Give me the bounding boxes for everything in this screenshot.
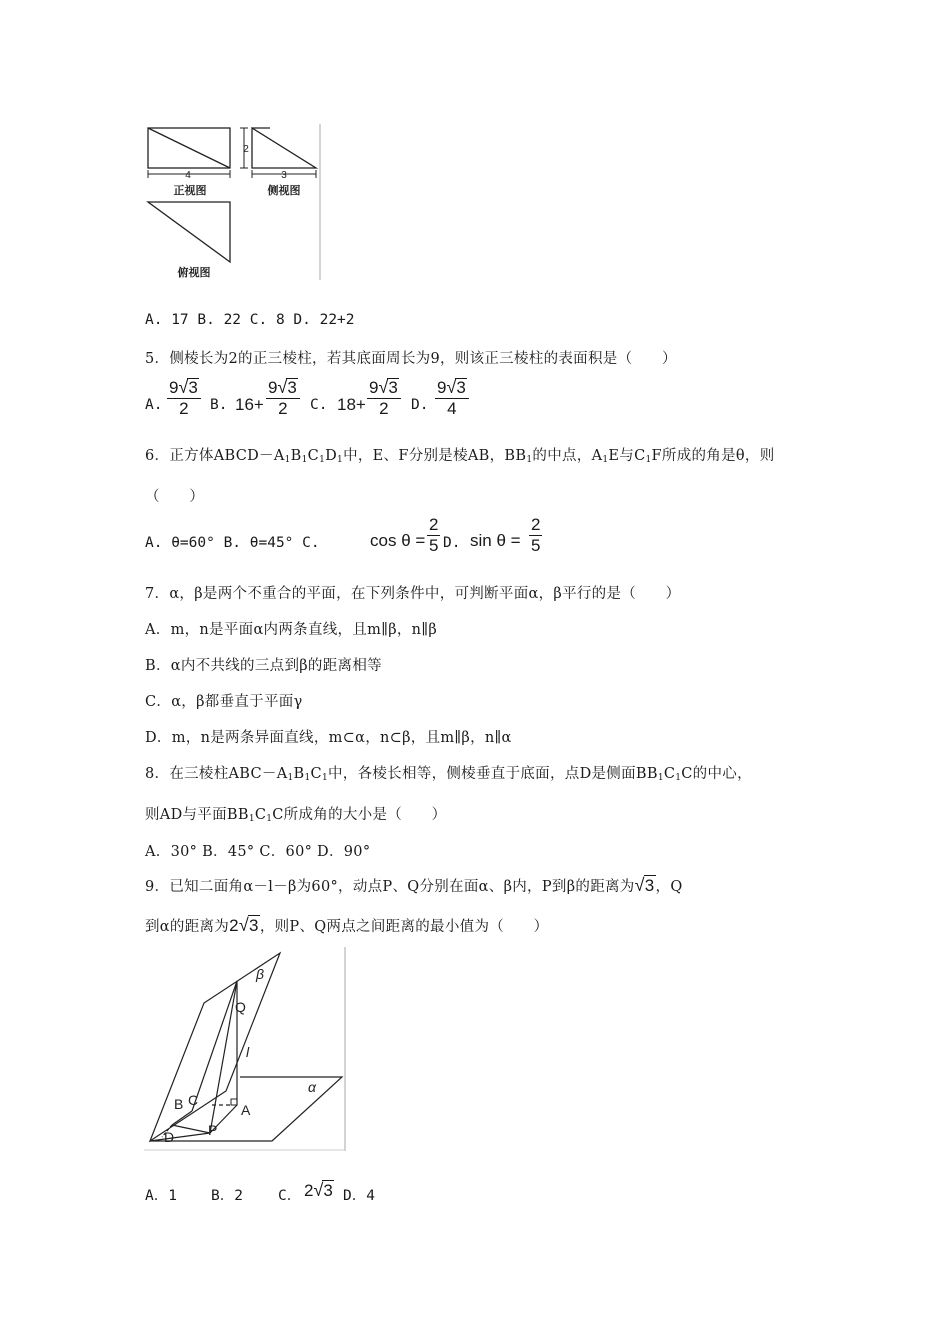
three-view-figure — [140, 122, 325, 282]
q4-options: A. 17 B. 22 C. 8 D. 22+2 — [145, 312, 355, 328]
q5-stem: 5．侧棱长为2的正三棱柱，若其底面周长为9，则该正三棱柱的表面积是（ ） — [145, 351, 677, 367]
q7-option-d: D．m，n是两条异面直线，m⊂α，n⊂β，且m∥β，n∥α — [145, 730, 512, 746]
q6-stem: 6．正方体$ABCD-A_1B_1C_1D_1$中，E、F分别是棱AB，$BB_1$的中点，$A_1E$与$C_1F$所成的角是θ，则 — [145, 448, 775, 465]
side-view-label: 侧视图 — [267, 185, 301, 197]
q6-option-c-frac: 2 5 — [429, 515, 439, 555]
q8-stem: 8．在三棱柱$ABC-A_1B_1C_1$中，各棱长相等，侧棱垂直于底面，点D是侧面$BB_1C_1C$的中心， — [145, 766, 752, 783]
q9-option-a: A．1 — [145, 1188, 177, 1204]
top-view-label: 俯视图 — [177, 267, 211, 279]
q8-stem-line2: 则AD与平面$BB_1C_1C$所成角的大小是（ ） — [145, 807, 447, 824]
q9-stem: 9．已知二面角α－l－β为60°，动点P、Q分别在面α、β内，P到β的距离为√3，Q — [145, 875, 683, 895]
label-alpha: α — [308, 1079, 316, 1095]
q5-option-b-label: B. — [210, 397, 228, 413]
dihedral-figure — [142, 945, 348, 1153]
q7-option-a: A．m，n是平面α内两条直线，且m∥β，n∥β — [145, 622, 437, 638]
q9-stem-line2: 到α的距离为2√3，则P、Q两点之间距离的最小值为（ ） — [145, 915, 549, 935]
q5-option-d-value: 9√3 4 — [435, 378, 469, 418]
q5-option-c-int: 18+ — [337, 395, 366, 414]
front-dim-label: 4 — [185, 170, 191, 181]
label-Q: Q — [235, 999, 246, 1015]
q8-options: A．30° B．45° C．60° D．90° — [145, 844, 371, 860]
q6-option-c-func: cos θ = — [370, 531, 426, 550]
label-beta: β — [256, 966, 264, 982]
label-B: B — [174, 1096, 184, 1112]
side-width-label: 3 — [281, 170, 287, 181]
q5-option-c-label: C. — [310, 397, 328, 413]
q5-option-a-value: 9√3 2 — [167, 378, 201, 418]
side-height-label: 2 — [243, 144, 249, 155]
q7-option-c: C．α，β都垂直于平面γ — [145, 694, 303, 710]
q9-option-d: D．4 — [343, 1188, 375, 1204]
q6-options-ab: A. θ=60° B. θ=45° C. — [145, 535, 320, 551]
q6-option-d-label: D. — [443, 535, 461, 551]
q9-option-c-label: C． — [278, 1188, 302, 1204]
q5-option-a-label: A. — [145, 397, 163, 413]
label-P: P — [208, 1122, 218, 1138]
side-view — [240, 124, 320, 280]
q6-paren: （ ） — [145, 489, 205, 505]
q6-option-d-frac: 2 5 — [531, 515, 541, 555]
q7-option-b: B．α内不共线的三点到β的距离相等 — [145, 658, 382, 674]
q5-option-c-value: 9√3 2 — [367, 378, 401, 418]
q5-option-b-int: 16+ — [235, 395, 264, 414]
q9-option-b: B．2 — [211, 1188, 243, 1204]
q5-option-b-value: 9√3 2 — [266, 378, 300, 418]
label-C: C — [188, 1092, 199, 1108]
q5-option-d-label: D. — [411, 397, 429, 413]
label-l: l — [246, 1044, 250, 1060]
label-D: D — [164, 1129, 175, 1145]
front-view-label: 正视图 — [173, 185, 207, 197]
label-A: A — [241, 1102, 251, 1118]
q9-option-c-value: 2√3 — [304, 1180, 333, 1200]
top-view — [148, 202, 230, 262]
q6-option-d-func: sin θ = — [470, 531, 521, 550]
q7-stem: 7．α，β是两个不重合的平面，在下列条件中，可判断平面α，β平行的是（ ） — [145, 586, 681, 602]
